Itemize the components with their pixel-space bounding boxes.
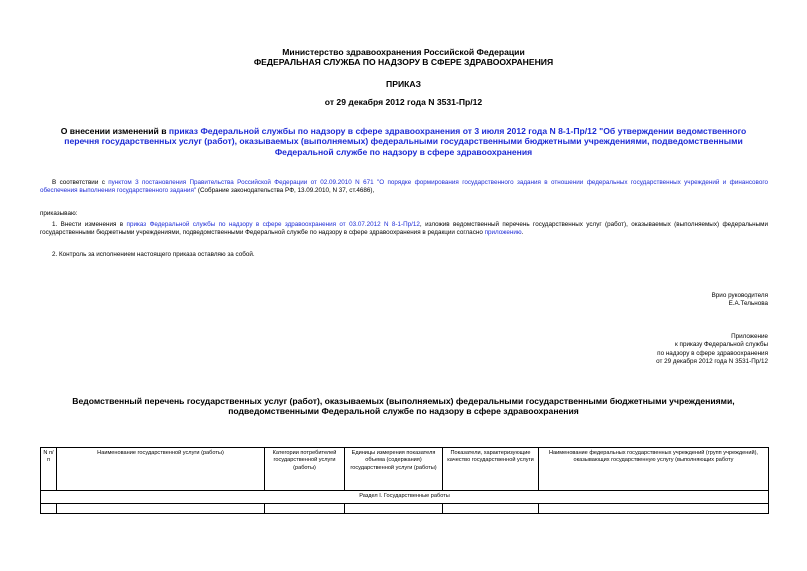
col-header-quality: Показатели, характеризующие качество государственной услуги (443, 448, 539, 491)
title-link[interactable]: приказ Федеральной службы по надзору в сфере здравоохранения от 3 июля 2012 года N 8-1-Пр/12 "Об утверждении ведомственного перечня государственных услуг (работ), оказываемых (выполняемых) федеральными государственными бюджетными учреждениями, подведомственными Федеральной службе по надзору в сфере здравоохранения (64, 126, 747, 157)
table-section-row (41, 491, 769, 504)
section-title: Раздел I. Государственные работы (41, 491, 769, 504)
appendix-reference (540, 333, 768, 367)
item1-link[interactable]: приказ Федеральной службы по надзору в сфере здравоохранения от 03.07.2012 N 8-1-Пр/12 (126, 221, 420, 228)
col-header-units: Единицы измерения показателя объема (содержания) государственной услуги (работы) (345, 448, 443, 491)
preamble-link[interactable]: пунктом 3 постановления Правительства Российской Федерации от 02.09.2010 N 671 "О порядке формирования государственного задания в отношении федеральных государственных учреждений и финансового обеспечения выполнения государственного задания" (40, 179, 768, 195)
table-cell (265, 504, 345, 514)
preamble-paragraph (40, 179, 768, 196)
table-cell (443, 504, 539, 514)
doc-type: ПРИКАЗ (386, 79, 421, 89)
item1-link-appendix[interactable]: приложению (484, 229, 522, 237)
table-cell (57, 504, 265, 514)
table-cell (539, 504, 769, 514)
item1-middle: , изложив ведомственный перечень государственных услуг (работ), оказываемых (выполняемых) федеральными государственными бюджетными учреждениями, подведомственными Федеральной службе по надзору в сфере здравоохранения в редакции согласно (40, 221, 769, 237)
appendix-line-4: от 29 декабря 2012 года N 3531-Пр/12 (656, 358, 768, 366)
item-1-paragraph (40, 221, 768, 238)
table-row (41, 504, 769, 514)
col-header-institutions: Наименование федеральных государственных учреждений (групп учреждений), оказывающих государственную услугу (выполняющих работу (539, 448, 769, 491)
list-title (0, 396, 807, 417)
appendix-line-3: по надзору в сфере здравоохранения (657, 349, 768, 357)
doc-date-number: от 29 декабря 2012 года N 3531-Пр/12 (324, 97, 483, 107)
ministry-name: Министерство здравоохранения Российской Федерации (282, 47, 525, 57)
document-header (0, 47, 807, 68)
signature-block (560, 292, 768, 309)
list-title-line-2: подведомственными Федеральной службе по надзору в сфере здравоохранения (228, 406, 579, 417)
services-table (40, 447, 769, 514)
item1-prefix: 1. Внести изменения в (52, 221, 127, 228)
order-word: приказываю: (40, 210, 78, 217)
item1-end: . (521, 229, 524, 237)
signature-name: Е.А.Тельнова (728, 300, 768, 308)
col-header-number: N п/п (41, 448, 57, 491)
preamble-prefix: В соответствии с (52, 179, 109, 186)
list-title-line-1: Ведомственный перечень государственных услуг (работ), оказываемых (выполняемых) федеральными государственными бюджетными учреждениями, (72, 396, 735, 406)
service-name: ФЕДЕРАЛЬНАЯ СЛУЖБА ПО НАДЗОРУ В СФЕРЕ ЗДРАВООХРАНЕНИЯ (253, 57, 554, 68)
item-2-paragraph: 2. Контроль за исполнением настоящего приказа оставляю за собой. (52, 251, 255, 258)
appendix-line-2: к приказу Федеральной службы (675, 341, 768, 349)
preamble-suffix: (Собрание законодательства РФ, 13.09.2010, N 37, ст.4686), (196, 187, 375, 195)
title-prefix: О внесении изменений в (60, 126, 169, 136)
appendix-line-1: Приложение (731, 333, 768, 340)
table-cell (345, 504, 443, 514)
col-header-service-name: Наименование государственной услуги (работы) (57, 448, 265, 491)
document-title (60, 126, 747, 157)
table-header-row (41, 448, 769, 491)
signature-position: Врио руководителя (711, 292, 768, 299)
table-cell (41, 504, 57, 514)
col-header-consumers: Категории потребителей государственной услуги (работы) (265, 448, 345, 491)
